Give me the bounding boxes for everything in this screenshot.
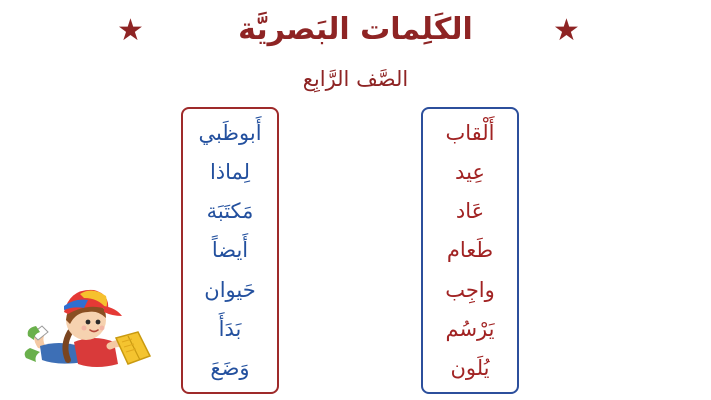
word-item: أَيضاً <box>211 238 249 263</box>
word-item: وَضَعَ <box>210 356 250 381</box>
word-item: يُلَون <box>450 356 490 381</box>
word-item: مَكتَبَة <box>206 199 254 224</box>
girl-reading-illustration <box>18 276 158 376</box>
grade-subtitle: الصَّف الرَّابِع <box>302 67 409 91</box>
word-item: حَيوان <box>204 277 256 302</box>
word-item: بَدَأَ <box>218 317 242 342</box>
word-item: عَاد <box>455 199 485 224</box>
word-item: واجِب <box>445 277 495 302</box>
word-item: أَلْقاب <box>445 120 495 145</box>
word-item: أَبوظَبي <box>198 120 262 145</box>
page-title: الكَلِمات البَصريَّة <box>238 12 473 47</box>
left-word-list <box>181 107 279 394</box>
star-icon-right: ★ <box>553 13 580 48</box>
star-icon-left: ★ <box>117 13 144 48</box>
word-item: طَعام <box>446 238 494 263</box>
word-item: عِيد <box>455 159 485 184</box>
word-item: يَرْسُم <box>445 317 495 342</box>
word-item: لِماذا <box>209 159 251 184</box>
right-word-list <box>421 107 519 394</box>
